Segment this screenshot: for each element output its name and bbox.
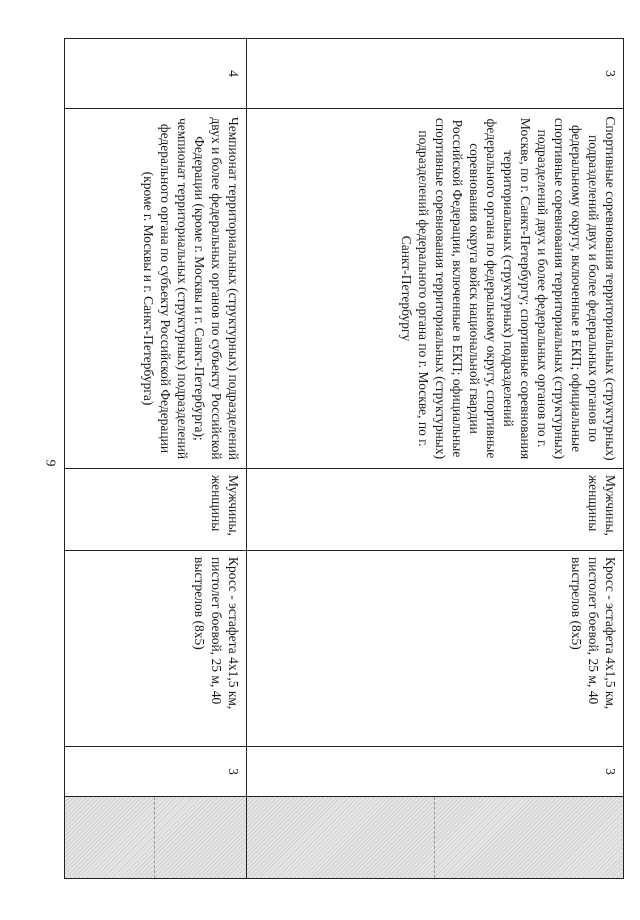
competition-table <box>64 38 624 879</box>
row-count: 3 <box>246 747 623 797</box>
hatch-divider <box>434 797 435 878</box>
row-discipline: Кросс - эстафета 4x1,5 км, пистолет боевой, 25 м, 40 выстрелов (8x5) <box>65 551 247 747</box>
hatch-divider <box>154 797 155 878</box>
row-gender: Мужчины, женщины <box>246 469 623 551</box>
row-discipline: Кросс - эстафета 4x1,5 км, пистолет боевой, 25 м, 40 выстрелов (8x5) <box>246 551 623 747</box>
row-number: 4 <box>65 39 247 109</box>
row-description: Спортивные соревнования территориальных (структурных) подразделений двух и более федеральных органов по федеральному округу, включенные в ЕКП; официальные спортивные соревнования территориальных (структурных) подразделений двух и более федеральных органов по г. Москве, по г. Санкт-Петербургу; спортивные соревнования территориальных (структурных) подразделений федерального органа по федеральному округу, спортивные соревнования округа войск национальной гвардии Российской Федерации, включенные в ЕКП; официальные спортивные соревнования территориальных (структурных) подразделений федерального органа по г. Москве, по г. Санкт-Петербургу <box>246 109 623 469</box>
table-row <box>246 39 623 879</box>
page-number: 9 <box>42 459 58 467</box>
rotated-table-sheet <box>64 38 624 878</box>
table-row <box>65 39 247 879</box>
hatched-cell <box>65 797 247 879</box>
row-description: Чемпионат территориальных (структурных) подразделений двух и более федеральных органов по субъекту Российской Федерации (кроме г. Москвы и г. Санкт-Петербурга); чемпионат территориальных (структурных) подразделений федерального органа по субъекту Российской Федерации (кроме г. Москвы и г. Санкт-Петербурга) <box>65 109 247 469</box>
row-number: 3 <box>246 39 623 109</box>
row-gender: Мужчины, женщины <box>65 469 247 551</box>
row-count: 3 <box>65 747 247 797</box>
hatched-cell <box>246 797 623 879</box>
